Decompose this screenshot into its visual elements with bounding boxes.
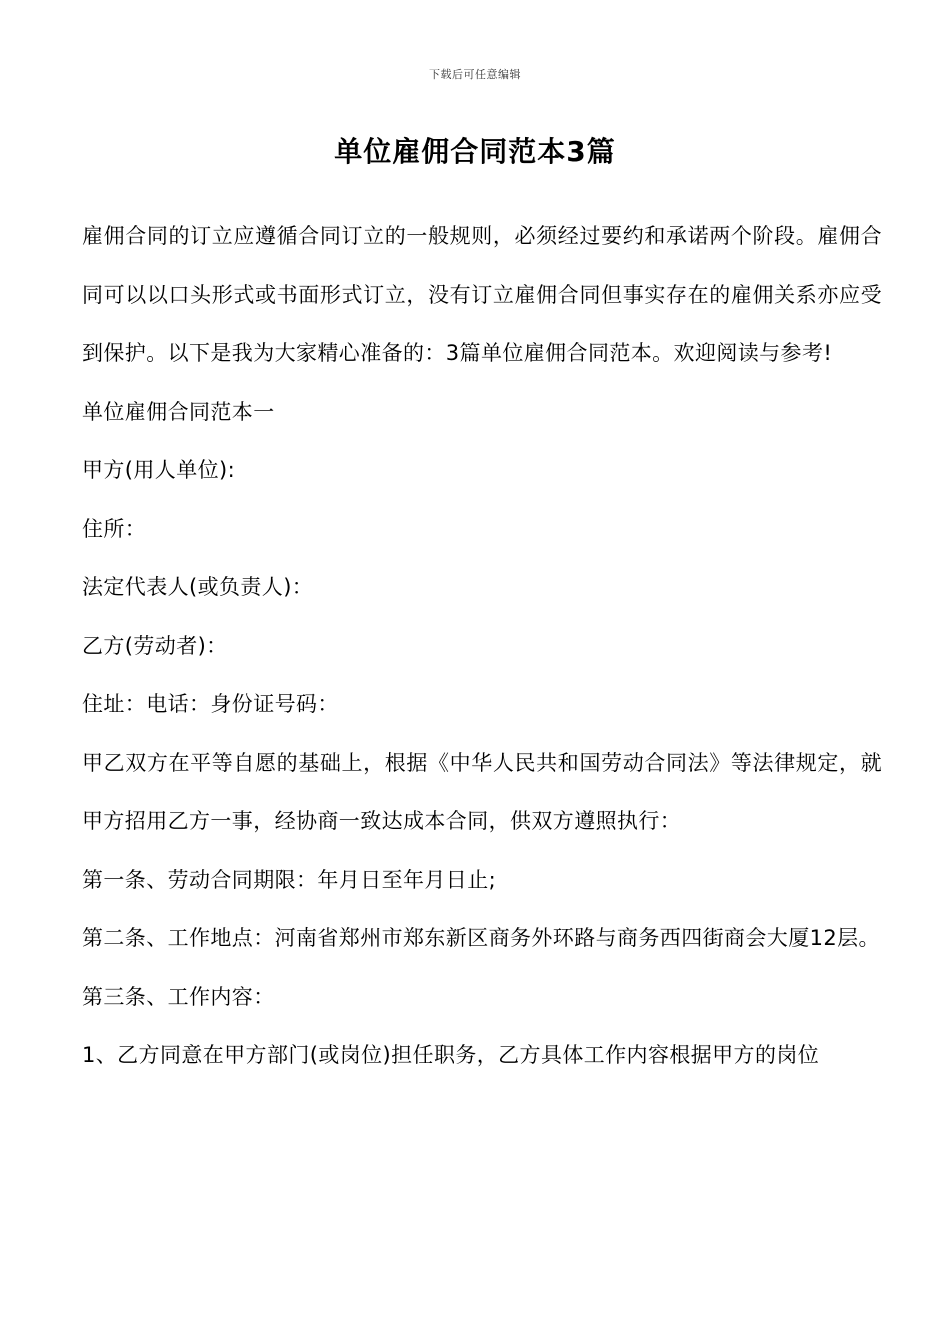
address-line: 住所： [82,516,147,541]
legal-representative-line: 法定代表人(或负责人)： [82,575,314,599]
header-note: 下载后可任意编辑 [429,68,521,81]
article-3-item-1: 1、乙方同意在甲方部门(或岗位)担任职务，乙方具体工作内容根据甲方的岗位 [82,1043,820,1067]
intro-paragraph: 雇佣合同的订立应遵循合同订立的一般规则，必须经过要约和承诺两个阶段。雇佣合同可以以口头形式或书面形式订立，没有订立雇佣合同但事实存在的雇佣关系亦应受到保护。以下是我为大家精心准备的：3篇单位雇佣合同范本。欢迎阅读与参考! [82,224,882,365]
section-heading: 单位雇佣合同范本一 [82,399,275,424]
article-3: 第三条、工作内容： [82,984,275,1009]
party-a-line: 甲方(用人单位): [82,458,236,482]
article-2: 第二条、工作地点：河南省郑州市郑东新区商务外环路与商务西四街商会大厦12层。 [82,926,880,950]
document-body [82,207,882,1085]
preamble-paragraph: 甲乙双方在平等自愿的基础上，根据《中华人民共和国劳动合同法》等法律规定，就甲方招用乙方一事，经协商一致达成本合同，供双方遵照执行： [82,750,882,833]
article-1: 第一条、劳动合同期限：年月日至年月日止; [82,867,497,892]
contact-line: 住址：电话：身份证号码： [82,692,339,716]
party-b-line: 乙方(劳动者)： [82,633,228,658]
document-title: 单位雇佣合同范本3篇 [334,135,616,168]
